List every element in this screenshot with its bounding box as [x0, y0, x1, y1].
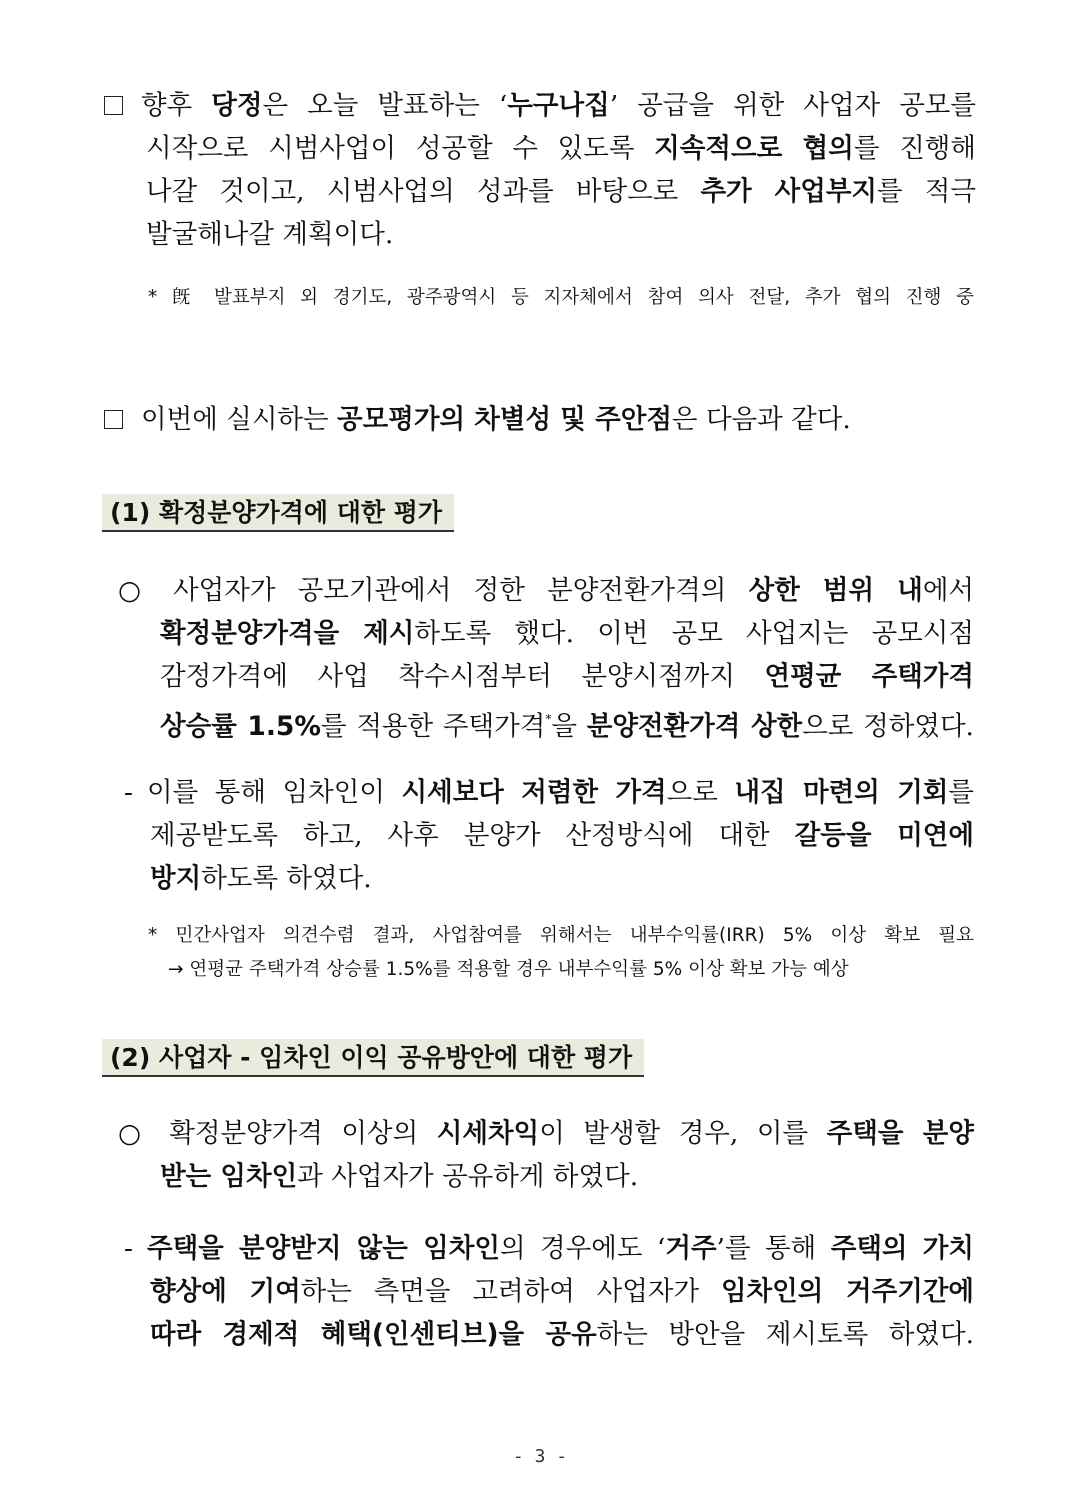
- paragraph-line: [118, 698, 974, 748]
- text-run: 의 경우에도 ‘: [499, 1233, 666, 1264]
- bold-text: 분양전환가격 상한: [586, 711, 803, 742]
- paragraph-line: [118, 1155, 974, 1198]
- bold-text: 내집 마련의 기회: [734, 777, 949, 808]
- paragraph-line: [104, 84, 976, 127]
- text-run: 이 발생할 경우, 이를: [539, 1118, 827, 1149]
- text-run: 을: [551, 711, 587, 742]
- bold-text: 추가 사업부지: [700, 176, 878, 207]
- paragraph-line: [124, 771, 974, 814]
- text-run: 나갈 것이고, 시범사업의 성과를 바탕으로: [146, 176, 701, 207]
- bold-text: 주택을 분양받지 않는 임차인: [146, 1233, 500, 1264]
- text-run: 를: [948, 777, 974, 808]
- bold-text: 당정: [211, 90, 263, 121]
- paragraph-residence-incentive: [124, 1227, 974, 1356]
- text-run: 사업자가 공모기관에서 정한 분양전환가격의: [173, 575, 749, 606]
- paragraph-line: [104, 170, 976, 213]
- bold-text: 시세차익: [436, 1118, 540, 1149]
- footnote-2: [148, 919, 974, 987]
- text-run: 를 적극: [877, 176, 976, 207]
- paragraph-profit-sharing: [118, 1112, 974, 1198]
- bold-text: 상승률 1.5%: [160, 711, 321, 742]
- text-run: 하는 측면을 고려하여 사업자가: [300, 1276, 721, 1307]
- paragraph-tenant-benefit: [124, 771, 974, 900]
- text-run: 과 사업자가 공유하게 하였다.: [297, 1161, 639, 1192]
- footnote-text: → 연평균 주택가격 상승률 1.5%를 적용할 경우 내부수익률 5% 이상 확보 가능 예상: [168, 959, 849, 980]
- paragraph-line: [124, 1270, 974, 1313]
- text-run: 으로 정하였다.: [802, 711, 974, 742]
- bold-text: 임차인의 거주기간에: [720, 1276, 974, 1307]
- paragraph-fixed-price: [118, 569, 974, 748]
- bold-text: 따라 경제적 혜택(인센티브)을 공유: [150, 1319, 597, 1350]
- text-run: 제공받도록 하고, 사후 분양가 산정방식에 대한: [150, 820, 795, 851]
- bold-text: 주택의 가치: [830, 1233, 974, 1264]
- text-run: 은 다음과 같다.: [671, 404, 851, 435]
- text-run: 이를 통해 임차인이: [146, 777, 402, 808]
- text-run: 하도록 하였다.: [201, 863, 372, 894]
- section-heading-2: (2) 사업자 - 임차인 이익 공유방안에 대한 평가: [102, 1039, 644, 1077]
- bold-text: 시세보다 저렴한 가격: [401, 777, 667, 808]
- text-run: 향후: [141, 90, 212, 121]
- text-run: 를 적용한 주택가격: [320, 711, 546, 742]
- text-run: 를 진행해: [853, 133, 977, 164]
- paragraph-line: [118, 569, 974, 612]
- paragraph-line: [104, 213, 976, 256]
- text-run: 감정가격에 사업 착수시점부터 분양시점까지: [160, 661, 765, 692]
- checkbox-square-icon: [104, 410, 123, 429]
- text-run: 하도록 했다. 이번 공모 사업지는 공모시점: [414, 618, 974, 649]
- bold-text: 향상에 기여: [150, 1276, 301, 1307]
- bold-text: 지속적으로 협의: [654, 133, 854, 164]
- paragraph-line: [124, 857, 974, 900]
- bold-text: 받는 임차인: [160, 1161, 298, 1192]
- text-run: 으로: [666, 777, 735, 808]
- bullet-dash: -: [124, 777, 133, 808]
- text-run: 시작으로 시범사업이 성공할 수 있도록: [146, 133, 655, 164]
- paragraph-line: [124, 1227, 974, 1270]
- bold-text: 확정분양가격을 제시: [160, 618, 415, 649]
- text-run: 은 오늘 발표하는 ‘: [262, 90, 508, 121]
- page-number: - 3 -: [512, 1446, 568, 1467]
- footnote-marker: *: [545, 712, 552, 726]
- section-heading-1: (1) 확정분양가격에 대한 평가: [102, 494, 454, 532]
- paragraph-line: [124, 1313, 974, 1356]
- text-run: ’ 공급을 위한 사업자 공모를: [609, 90, 977, 121]
- bold-text: 연평균 주택가격: [764, 661, 975, 692]
- bold-text: 방지: [150, 863, 202, 894]
- bold-text: 주택을 분양: [826, 1118, 974, 1149]
- bold-text: 갈등을 미연에: [794, 820, 974, 851]
- paragraph-evaluation-intro: [104, 398, 976, 441]
- bold-text: 누구나집: [507, 90, 610, 121]
- paragraph-line: [124, 814, 974, 857]
- footnote-text: * 旣 발표부지 외 경기도, 광주광역시 등 지자체에서 참여 의사 전달, 추가 협의 진행 중: [148, 287, 974, 308]
- paragraph-line: [118, 655, 974, 698]
- text-run: 이번에 실시하는: [141, 404, 338, 435]
- checkbox-square-icon: [104, 96, 123, 115]
- text-run: 확정분양가격 이상의: [169, 1118, 437, 1149]
- text-run: 에서: [922, 575, 975, 606]
- bullet-circle: ○: [118, 1118, 152, 1149]
- bold-text: 공모평가의 차별성 및 주안점: [337, 404, 672, 435]
- bullet-dash: -: [124, 1233, 133, 1264]
- text-run: ’를 통해: [716, 1233, 831, 1264]
- paragraph-line: [118, 1112, 974, 1155]
- paragraph-line: [104, 127, 976, 170]
- paragraph-line: [118, 612, 974, 655]
- footnote-1: [148, 281, 974, 315]
- text-run: 하는 방안을 제시토록 하였다.: [596, 1319, 974, 1350]
- paragraph-line: [104, 398, 976, 441]
- text-run: 발굴해나갈 계획이다.: [146, 219, 394, 250]
- paragraph-future-plan: [104, 84, 976, 256]
- bold-text: 상한 범위 내: [748, 575, 923, 606]
- bold-text: 거주: [665, 1233, 717, 1264]
- bullet-circle: ○: [118, 575, 156, 606]
- footnote-text: * 민간사업자 의견수렴 결과, 사업참여를 위해서는 내부수익률(IRR) 5% 이상 확보 필요: [148, 925, 974, 946]
